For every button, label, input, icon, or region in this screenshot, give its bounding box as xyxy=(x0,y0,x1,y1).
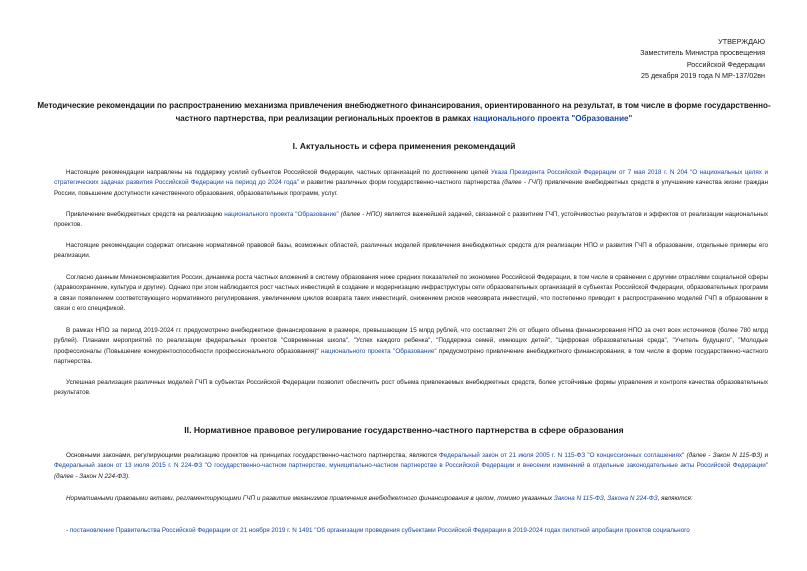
approval-date-number: 25 декабря 2019 года N МР-137/02вн xyxy=(640,71,765,81)
paragraph-7 xyxy=(54,451,768,482)
paragraph-7-text-c: . xyxy=(128,472,130,480)
section-1-heading: I. Актуальность и сфера применения рекомендаций xyxy=(292,141,516,151)
national-project-link[interactable]: национального проекта "Образование" xyxy=(473,113,633,123)
government-resolution-1491-link[interactable]: постановление Правительства Российской Федерации от 21 ноября 2019 г. N 1491 "Об организации проведения субъектами Российской Федерации в 2019-2024 годах пилотной апробации проектов социального xyxy=(69,527,690,534)
document-title-text: Методические рекомендации по распространению механизма привлечения внебюджетного финансирования, ориентированного на результат, в том числе в форме государственно-частного партнерства, при реализации региональных проектов в рамках xyxy=(37,101,771,123)
paragraph-7-abbrev-2: (далее - Закон N 224-ФЗ) xyxy=(54,472,129,480)
paragraph-5 xyxy=(54,326,768,368)
paragraph-7-text-a: Основными законами, регулирующими реализацию проектов на принципах государственно-частного партнерства, являются xyxy=(66,452,440,459)
law-115-fz-short-link[interactable]: Закона N 115-ФЗ xyxy=(553,495,604,502)
approver-country: Российской Федерации xyxy=(686,59,765,69)
approval-block xyxy=(640,36,765,82)
paragraph-1 xyxy=(54,168,768,199)
paragraph-7-text-b: и xyxy=(762,452,768,459)
paragraph-4: Согласно данным Минэкономразвития России, динамика роста частных вложений в систему образования ниже средних показателей по экономике Российской Федерации, в том числе в сравнении с другими отраслями социальной сферы (здравоохранение, культура и другие). Однако при этом наблюдается рост частных инвестиций в создание и модернизацию инфраструктуры сети образовательных организаций в субъектах Российской Федерации, образовательных программ в связи появлением соответствующего нормативного регулирования, увеличением циклов возврата таких инвестиций, снижением рисков невозврата инвестиций, что постепенно приводит к распространению моделей ГЧП в образовании в связи с его спецификой. xyxy=(54,274,768,313)
law-224-fz-link[interactable]: Федеральный закон от 13 июля 2015 г. N 224-ФЗ "О государственно-частном партнерстве, муниципально-частном партнерстве в Российской Федерации и внесении изменений в отдельные законодательные акты Российской Федерации" xyxy=(54,462,768,470)
paragraph-2-text-b: является важнейшей задачей, связанной с развитием ГЧП, устойчивостью результатов и эффектов от реализации национальных проектов. xyxy=(54,211,768,229)
paragraph-5-text-b: предусмотрено привлечение внебюджетного финансирования, в том числе в форме государственно-частного партнерства. xyxy=(54,347,768,366)
paragraph-8 xyxy=(54,494,768,504)
paragraph-2-text-a: Привлечение внебюджетных средств на реализацию xyxy=(66,211,225,218)
law-115-fz-link[interactable]: Федеральный закон от 21 июля 2005 г. N 115-ФЗ "О концессионных соглашениях" xyxy=(439,452,685,459)
paragraph-8-text-c: , являются: xyxy=(657,495,693,502)
paragraph-2-abbrev: (далее - НПО) xyxy=(338,211,383,218)
approver-position: Заместитель Министра просвещения xyxy=(640,48,765,58)
national-project-link-3[interactable]: национального проекта "Образование" xyxy=(321,347,437,355)
paragraph-2 xyxy=(54,210,768,231)
presidential-decree-link[interactable]: Указа Президента Российской Федерации от 7 мая 2018 г. N 204 "О национальных целях и стратегических задачах развития Российской Федерации на период до 2024 года" xyxy=(54,169,768,187)
paragraph-1-abbrev: (далее - ГЧП) xyxy=(502,179,543,187)
paragraph-1-text-b: и развитие различных форм государственно-частного партнерства xyxy=(298,179,503,187)
paragraph-7-abbrev-1: (далее - Закон N 115-ФЗ) xyxy=(684,452,763,459)
paragraph-1-text-c: привлечение внебюджетных средств в улучшение качества жизни граждан России, повышение доступности качественного образования, образовательных программ, услуг. xyxy=(54,179,768,197)
paragraph-5-text-a: В рамках НПО за период 2019-2024 гг. предусмотрено внебюджетное финансирование в размере, превышающем 15 млрд рублей, что составляет 2% от общего объема финансирования НПО за счет всех источников (более 780 млрд рублей). Планами мероприятий по реализации федеральных проектов "Современная школа", "Успех каждого ребенка", "Поддержка семей, имеющих детей", "Цифровая образовательная среда", "Учитель будущего", "Молодые профессионалы (Повышение конкурентоспособности профессионального образования)" xyxy=(54,327,768,355)
list-dash: - xyxy=(66,527,70,534)
paragraph-6: Успешная реализация различных моделей ГЧП в субъектах Российской Федерации позволит обеспечить рост объема привлекаемых внебюджетных средств, более устойчивые формы управления и контроля качества образовательных результатов. xyxy=(54,379,768,397)
paragraph-1-text-a: Настоящие рекомендации направлены на поддержку усилий субъектов Российской Федерации, частных организаций по достижению целей xyxy=(66,169,491,176)
approval-stamp: УТВЕРЖДАЮ xyxy=(718,37,765,46)
paragraph-9 xyxy=(54,526,768,536)
section-2-heading: II. Нормативное правовое регулирование государственно-частного партнерства в сфере образования xyxy=(184,425,624,435)
paragraph-3: Настоящие рекомендации содержат описание нормативной правовой базы, возможных областей, различных моделей привлечения внебюджетных средств для реализации НПО и развития ГЧП в образовании, отдельные примеры его реализации. xyxy=(54,242,768,260)
national-project-link-2[interactable]: национального проекта "Образование" xyxy=(224,211,339,218)
law-224-fz-short-link[interactable]: Закона N 224-ФЗ xyxy=(607,495,658,502)
document-title xyxy=(34,100,774,125)
paragraph-8-text-a: Нормативными правовыми актами, регламентирующими ГЧП и развитие механизмов привлечения внебюджетного финансирования в целом, помимо указанных xyxy=(66,495,554,502)
paragraph-8-text-b: , xyxy=(603,495,608,502)
